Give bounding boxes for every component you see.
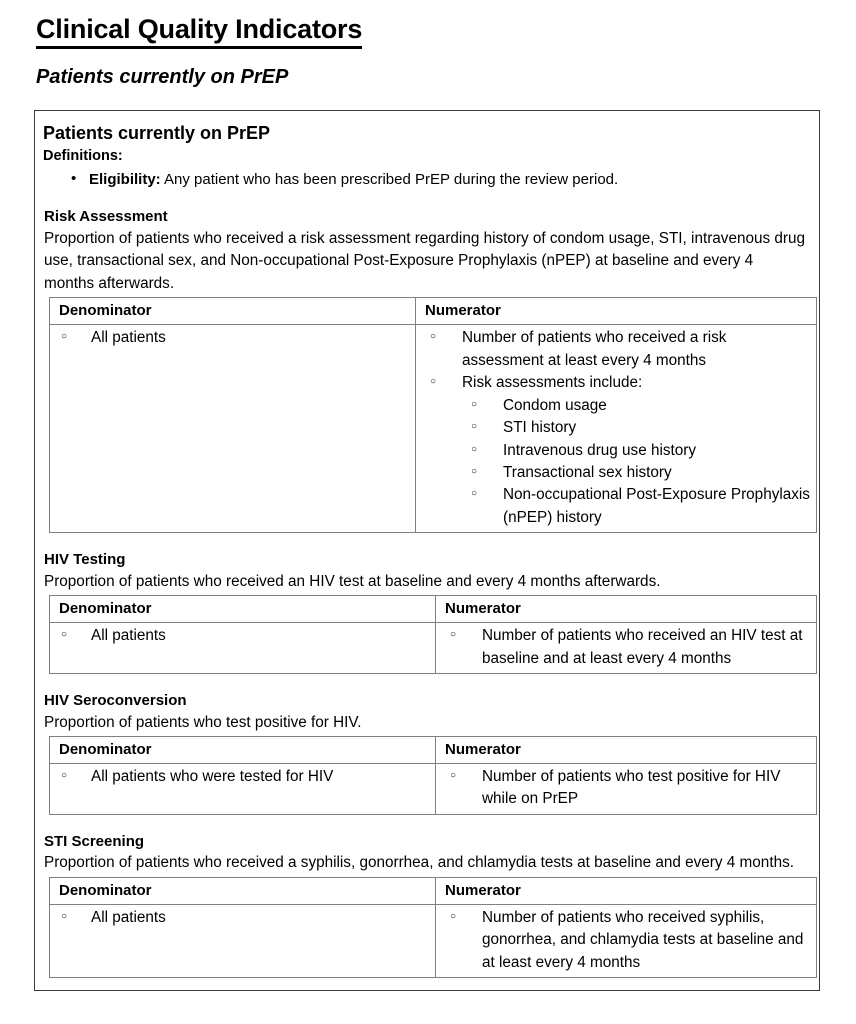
section-description: Proportion of patients who received a risk assessment regarding history of condom usage, STI, intravenous drug use, transactional sex, and Non-occupational Post-Exposure Prophylaxis (nPEP) at baseline and every 4 months afterwards. — [44, 229, 805, 292]
numerator-cell — [436, 904, 817, 977]
section-heading: HIV Seroconversion — [44, 692, 187, 710]
numerator-cell — [436, 623, 817, 674]
column-header-numerator: Numerator — [416, 298, 817, 325]
table-row — [50, 325, 817, 533]
denominator-list — [55, 625, 430, 647]
numerator-list — [441, 907, 811, 974]
list-item: ○ Number of patients who test positive for HIV while on PrEP — [441, 766, 811, 811]
numerator-list — [441, 625, 811, 670]
list-item: ○ Number of patients who received an HIV test at baseline and at least every 4 months — [441, 625, 811, 670]
numerator-list — [421, 327, 811, 529]
list-item — [421, 372, 811, 529]
page-title-text: Clinical Quality Indicators — [36, 14, 362, 49]
list-item: ○ Intravenous drug use history — [462, 440, 811, 462]
list-item: ○ All patients — [55, 625, 430, 647]
measure-table — [49, 595, 817, 674]
list-item-label: Risk assessments include: — [462, 374, 643, 392]
measure-table — [49, 736, 817, 815]
list-item — [89, 169, 809, 191]
list-item: ○ All patients who were tested for HIV — [55, 766, 430, 788]
section-heading: STI Screening — [44, 832, 145, 850]
definition-term: Eligibility: — [89, 170, 161, 188]
denominator-cell — [50, 325, 416, 533]
column-header-denominator: Denominator — [50, 736, 436, 763]
denominator-cell — [50, 904, 436, 977]
list-item: ○ Non-occupational Post-Exposure Prophylaxis (nPEP) history — [462, 484, 811, 529]
column-header-numerator: Numerator — [436, 736, 817, 763]
table-header-row — [50, 298, 817, 325]
page-subtitle: Patients currently on PrEP — [36, 66, 289, 89]
denominator-list — [55, 907, 430, 929]
column-header-numerator: Numerator — [436, 877, 817, 904]
table-header-row — [50, 596, 817, 623]
section-risk-assessment — [43, 206, 809, 533]
denominator-cell — [50, 763, 436, 814]
definitions-list — [43, 169, 809, 191]
column-header-denominator: Denominator — [50, 877, 436, 904]
list-item: ○ Condom usage — [462, 395, 811, 417]
section-description: Proportion of patients who received a syphilis, gonorrhea, and chlamydia tests at baseline and every 4 months. — [44, 854, 794, 872]
definitions-label: Definitions: — [43, 148, 123, 165]
list-item: ○ Number of patients who received syphilis, gonorrhea, and chlamydia tests at baseline and at least every 4 months — [441, 907, 811, 974]
column-header-numerator: Numerator — [436, 596, 817, 623]
section-heading: Risk Assessment — [44, 208, 168, 226]
list-item: ○ Transactional sex history — [462, 462, 811, 484]
section-description: Proportion of patients who received an HIV test at baseline and every 4 months afterwards. — [44, 572, 661, 590]
section-hiv-seroconversion — [43, 690, 809, 815]
section-heading: HIV Testing — [44, 551, 126, 569]
list-item: ○ All patients — [55, 907, 430, 929]
section-hiv-testing — [43, 549, 809, 674]
table-row — [50, 904, 817, 977]
indicator-box-title: Patients currently on PrEP — [43, 123, 271, 143]
table-row — [50, 763, 817, 814]
numerator-cell — [416, 325, 817, 533]
indicator-box — [34, 110, 820, 991]
definition-text: Any patient who has been prescribed PrEP during the review period. — [160, 170, 619, 188]
column-header-denominator: Denominator — [50, 596, 436, 623]
numerator-list — [441, 766, 811, 811]
denominator-list — [55, 766, 430, 788]
section-description: Proportion of patients who test positive for HIV. — [44, 713, 362, 731]
denominator-cell — [50, 623, 436, 674]
numerator-cell — [436, 763, 817, 814]
page-title — [0, 0, 856, 49]
table-header-row — [50, 877, 817, 904]
list-item: ○ All patients — [55, 327, 410, 349]
denominator-list — [55, 327, 410, 349]
measure-table — [49, 297, 817, 533]
table-row — [50, 623, 817, 674]
column-header-denominator: Denominator — [50, 298, 416, 325]
list-item: ○ STI history — [462, 417, 811, 439]
table-header-row — [50, 736, 817, 763]
section-sti-screening — [43, 831, 809, 978]
numerator-sublist — [462, 395, 811, 530]
list-item: ○ Number of patients who received a risk assessment at least every 4 months — [421, 327, 811, 372]
measure-table — [49, 877, 817, 978]
cell-spacer — [55, 350, 410, 384]
